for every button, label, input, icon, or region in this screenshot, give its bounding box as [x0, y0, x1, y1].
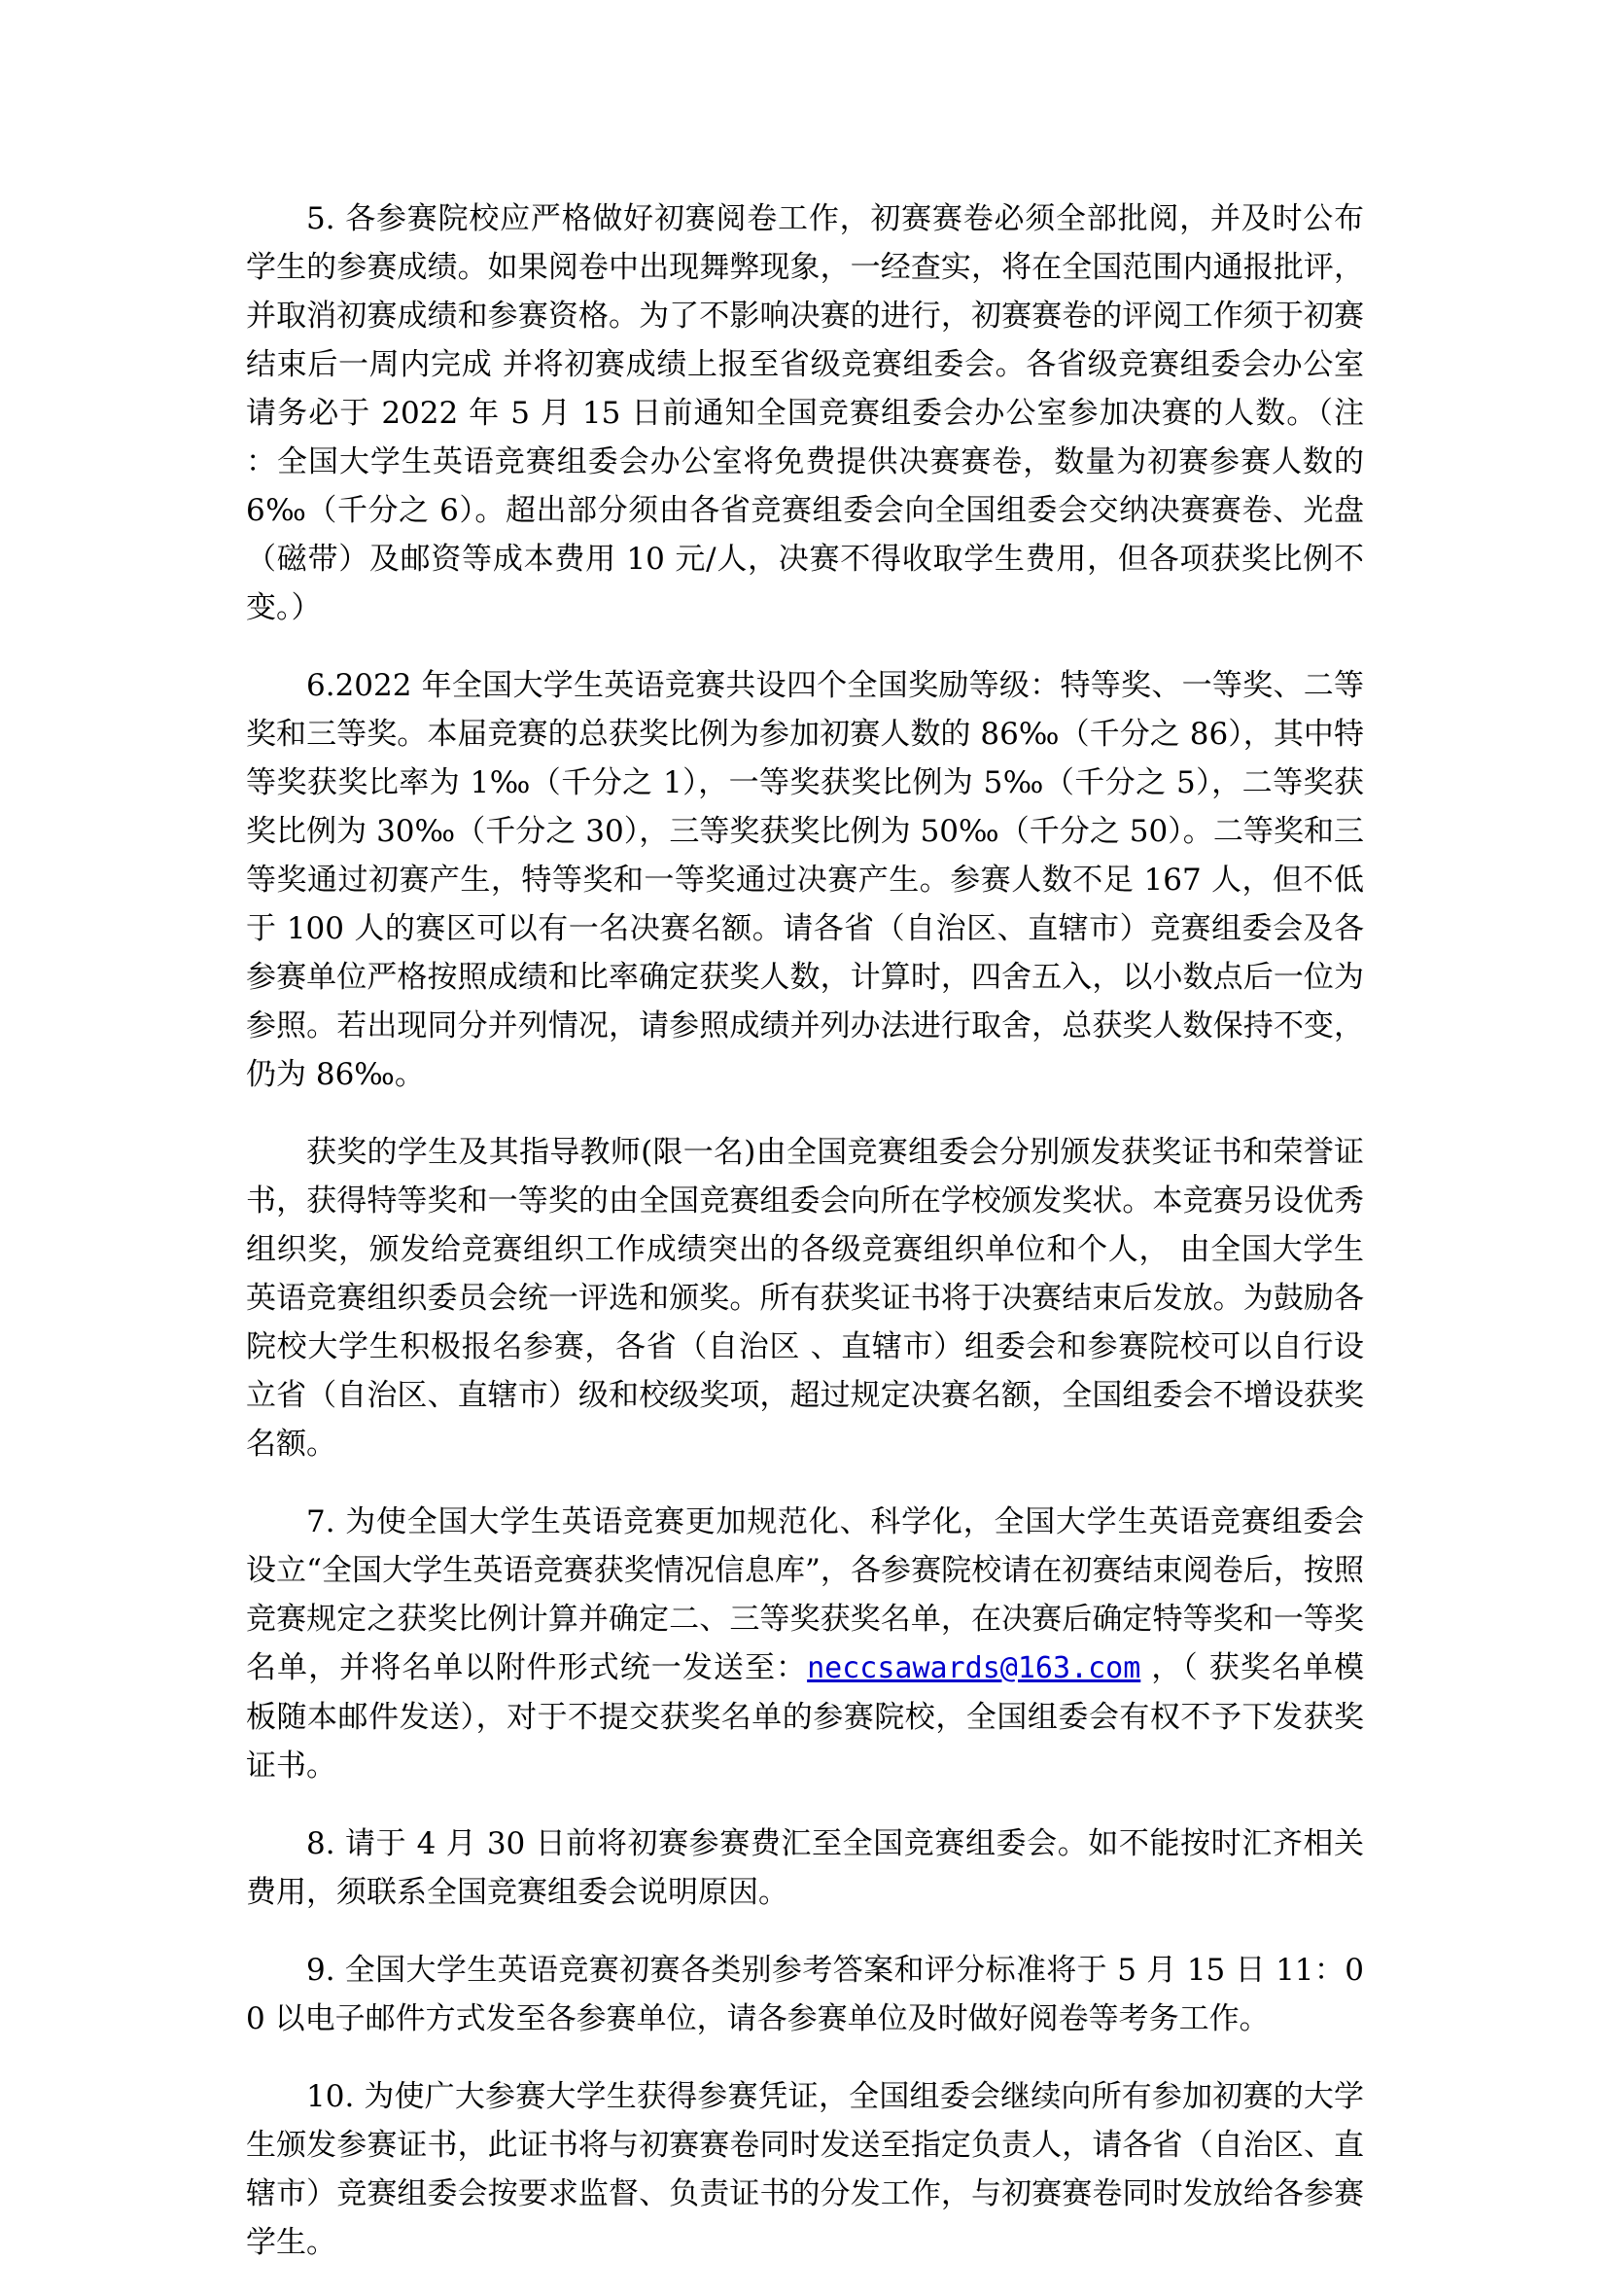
paragraph-item-10: 10. 为使广大参赛大学生获得参赛凭证，全国组委会继续向所有参加初赛的大学生颁发参赛证书，此证书将与初赛赛卷同时发送至指定负责人，请各省（自治区、直辖市）竞赛组委会按要求监督、负责证书的分发工作，与初赛赛卷同时发放给各参赛学生。 [246, 2079, 1364, 2260]
paragraph-item-7-text-after: ，（ 获奖名单模板随本邮件发送），对于不提交获奖名单的参赛院校，全国组委会有权不予下发获奖证书。 [246, 1650, 1364, 1784]
paragraph-awards-detail: 获奖的学生及其指导教师(限一名)由全国竞赛组委会分别颁发获奖证书和荣誉证书，获得特等奖和一等奖的由全国竞赛组委会向所在学校颁发奖状。本竞赛另设优秀组织奖，颁发给竞赛组织工作成绩突出的各级竞赛组织单位和个人， 由全国大学生英语竞赛组织委员会统一评选和颁奖。所有获奖证书将于决赛结束后发放。为鼓励各院校大学生积极报名参赛，各省（自治区 、直辖市）组委会和参赛院校可以自行设立省（自治区、直辖市）级和校级奖项，超过规定决赛名额，全国组委会不增设获奖名额。 [246, 1135, 1364, 1462]
paragraph-item-8: 8. 请于 4 月 30 日前将初赛参赛费汇至全国竞赛组委会。如不能按时汇齐相关费用，须联系全国竞赛组委会说明原因。 [246, 1826, 1364, 1910]
document-body [246, 194, 1364, 2296]
paragraph-item-9: 9. 全国大学生英语竞赛初赛各类别参考答案和评分标准将于 5 月 15 日 11：00 以电子邮件方式发至各参赛单位，请各参赛单位及时做好阅卷等考务工作。 [246, 1953, 1364, 2036]
paragraph-item-7-text-before: 7. 为使全国大学生英语竞赛更加规范化、科学化，全国大学生英语竞赛组委会设立“全国大学生英语竞赛获奖情况信息库”，各参赛院校请在初赛结束阅卷后，按照竞赛规定之获奖比例计算并确定二、三等奖获奖名单，在决赛后确定特等奖和一等奖名单，并将名单以附件形式统一发送至： [246, 1504, 1364, 1685]
paragraph-item-7 [246, 1498, 1364, 1790]
paragraph-item-6: 6.2022 年全国大学生英语竞赛共设四个全国奖励等级：特等奖、一等奖、二等奖和三等奖。本届竞赛的总获奖比例为参加初赛人数的 86‰（千分之 86），其中特等奖获奖比率为 1‰（千分之 1），一等奖获奖比例为 5‰（千分之 5），二等奖获奖比例为 30‰（千分之 30），三等奖获奖比例为 50‰（千分之 50）。二等奖和三等奖通过初赛产生，特等奖和一等奖通过决赛产生。参赛人数不足 167 人，但不低于 100 人的赛区可以有一名决赛名额。请各省（自治区、直辖市）竞赛组委会及各参赛单位严格按照成绩和比率确定获奖人数，计算时，四舍五入，以小数点后一位为参照。若出现同分并列情况，请参照成绩并列办法进行取舍，总获奖人数保持不变，仍为 86‰。 [246, 668, 1364, 1092]
paragraph-item-5: 5. 各参赛院校应严格做好初赛阅卷工作，初赛赛卷必须全部批阅，并及时公布学生的参赛成绩。如果阅卷中出现舞弊现象，一经查实，将在全国范围内通报批评，并取消初赛成绩和参赛资格。为了不影响决赛的进行，初赛赛卷的评阅工作须于初赛结束后一周内完成 并将初赛成绩上报至省级竞赛组委会。各省级竞赛组委会办公室请务必于 2022 年 5 月 15 日前通知全国竞赛组委会办公室参加决赛的人数。（注 ：全国大学生英语竞赛组委会办公室将免费提供决赛赛卷，数量为初赛参赛人数的 6‰（千分之 6）。超出部分须由各省竞赛组委会向全国组委会交纳决赛赛卷、光盘（磁带）及邮资等成本费用 10 元/人，决赛不得收取学生费用，但各项获奖比例不变。） [246, 201, 1364, 625]
email-link[interactable]: neccsawards@163.com [807, 1651, 1141, 1685]
